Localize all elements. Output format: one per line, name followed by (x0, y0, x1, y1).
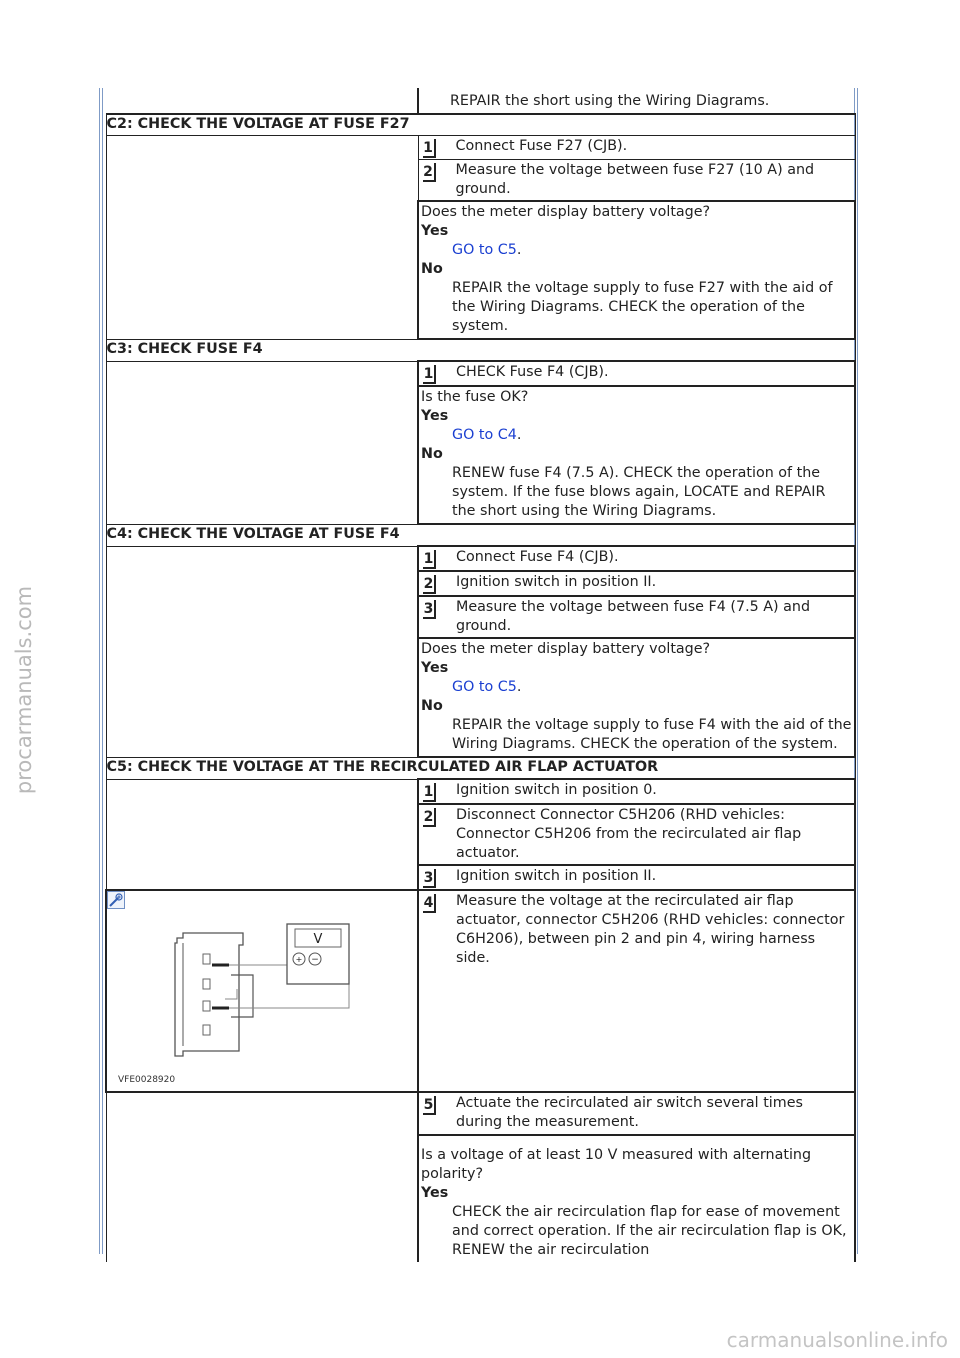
step-text: Ignition switch in position II. (456, 868, 657, 884)
c2-image-cell (106, 136, 418, 340)
question-text: Does the meter display battery voltage? (421, 204, 711, 220)
c5-step-1 (418, 779, 855, 804)
step-text: Connect Fuse F4 (CJB). (456, 549, 619, 565)
step-number: 1 (423, 550, 436, 569)
c3-result: Is the fuse OK? Yes GO to C4. No RENEW fuse F4 (7.5 A). CHECK the operation of the system. If the fuse blows again, LOCATE and REPAIR the short using the Wiring Diagrams. (418, 386, 855, 524)
bottom-watermark: carmanualsonline.info (726, 1328, 948, 1352)
step-text: Measure the voltage between fuse F27 (10 A) and ground. (455, 162, 815, 197)
c5-step-5 (418, 1092, 855, 1135)
step-text: Connect Fuse F27 (CJB). (455, 138, 628, 154)
yes-label: Yes (421, 1185, 449, 1201)
connector-figure (107, 891, 417, 1091)
c5-step-2 (418, 804, 855, 865)
step-text: Actuate the recirculated air switch several times during the measurement. (456, 1095, 803, 1130)
step-number: 4 (423, 894, 436, 913)
c2-result: Does the meter display battery voltage? Yes GO to C5. No REPAIR the voltage supply to fuse F27 with the aid of the Wiring Diagrams. CHECK the operation of the system. (418, 201, 855, 339)
connector-diagram (107, 891, 417, 1091)
c5-figure-cell (106, 890, 418, 1092)
no-text: REPAIR the voltage supply to fuse F27 with the aid of the Wiring Diagrams. CHECK the operation of the system. (452, 280, 833, 334)
section-title-c5: C5: CHECK THE VOLTAGE AT THE RECIRCULATED AIR FLAP ACTUATOR (106, 757, 855, 779)
c5-blank-cell (106, 779, 418, 890)
no-text: RENEW fuse F4 (7.5 A). CHECK the operation of the system. If the fuse blows again, LOCATE and REPAIR the short using the Wiring Diagrams. (452, 465, 826, 519)
c2-step-1 (418, 136, 855, 160)
step-number: 1 (423, 139, 436, 158)
step-number: 3 (423, 869, 436, 888)
c3-image-cell (106, 361, 418, 524)
step-number: 2 (423, 163, 436, 182)
yes-text: CHECK the air recirculation flap for ease of movement and correct operation. If the air recirculation flap is OK, RENEW the air recirculation (452, 1204, 847, 1258)
section-title-c3: C3: CHECK FUSE F4 (106, 339, 855, 361)
step-text: Measure the voltage at the recirculated air flap actuator, connector C5H206 (RHD vehicles: connector C6H206), between pin 2 and pin 4, wiring harness side. (456, 893, 845, 966)
c3-step-1 (418, 361, 855, 386)
c5-step-4 (418, 890, 855, 1092)
step-number: 2 (423, 575, 436, 594)
yes-label: Yes (421, 408, 449, 424)
c5-step-3 (418, 865, 855, 890)
c4-result: Does the meter display battery voltage? Yes GO to C5. No REPAIR the voltage supply to fuse F4 with the aid of the Wiring Diagrams. CHECK the operation of the system. (418, 638, 855, 757)
c4-step-2 (418, 571, 855, 596)
step-text: Measure the voltage between fuse F4 (7.5 A) and ground. (456, 599, 811, 634)
question-text: Does the meter display battery voltage? (421, 641, 711, 657)
step-number: 5 (423, 1096, 436, 1115)
no-text: REPAIR the voltage supply to fuse F4 with the aid of the Wiring Diagrams. CHECK the operation of the system. (452, 717, 852, 752)
section-title-c2: C2: CHECK THE VOLTAGE AT FUSE F27 (106, 114, 855, 136)
c4-image-cell (106, 546, 418, 757)
step-number: 1 (423, 783, 436, 802)
question-text: Is the fuse OK? (421, 389, 529, 405)
svg-text:−: − (311, 955, 319, 965)
left-frame-line (99, 88, 103, 1254)
question-text: Is a voltage of at least 10 V measured with alternating polarity? (421, 1147, 812, 1182)
figure-code: VFE0028920 (118, 1075, 176, 1085)
continuation-text: REPAIR the short using the Wiring Diagrams. (418, 88, 855, 114)
yes-label: Yes (421, 223, 449, 239)
no-label: No (421, 446, 443, 462)
c4-step-1 (418, 546, 855, 571)
go-to-c4-link[interactable]: GO to C4 (452, 427, 517, 443)
step-text: Ignition switch in position II. (456, 574, 657, 590)
procedure-table (105, 88, 856, 1262)
c2-step-2 (418, 160, 855, 202)
step-number: 3 (423, 600, 436, 619)
go-to-c5-link[interactable]: GO to C5 (452, 242, 517, 258)
step-number: 1 (423, 365, 436, 384)
step-text: Ignition switch in position 0. (456, 782, 657, 798)
svg-text:+: + (295, 955, 303, 964)
continuation-row (106, 88, 855, 114)
no-label: No (421, 261, 443, 277)
c5-lower-blank-cell (106, 1092, 418, 1262)
no-label: No (421, 698, 443, 714)
section-title-c4: C4: CHECK THE VOLTAGE AT FUSE F4 (106, 524, 855, 546)
side-watermark: procarmanuals.com (12, 585, 36, 795)
step-text: Disconnect Connector C5H206 (RHD vehicles: Connector C5H206 from the recirculated air flap actuator. (456, 807, 802, 861)
yes-label: Yes (421, 660, 449, 676)
c5-result (418, 1135, 855, 1262)
meter-label: V (313, 932, 323, 947)
step-number: 2 (423, 808, 436, 827)
step-text: CHECK Fuse F4 (CJB). (456, 364, 609, 380)
go-to-c5-link[interactable]: GO to C5 (452, 679, 517, 695)
c4-step-3 (418, 596, 855, 638)
